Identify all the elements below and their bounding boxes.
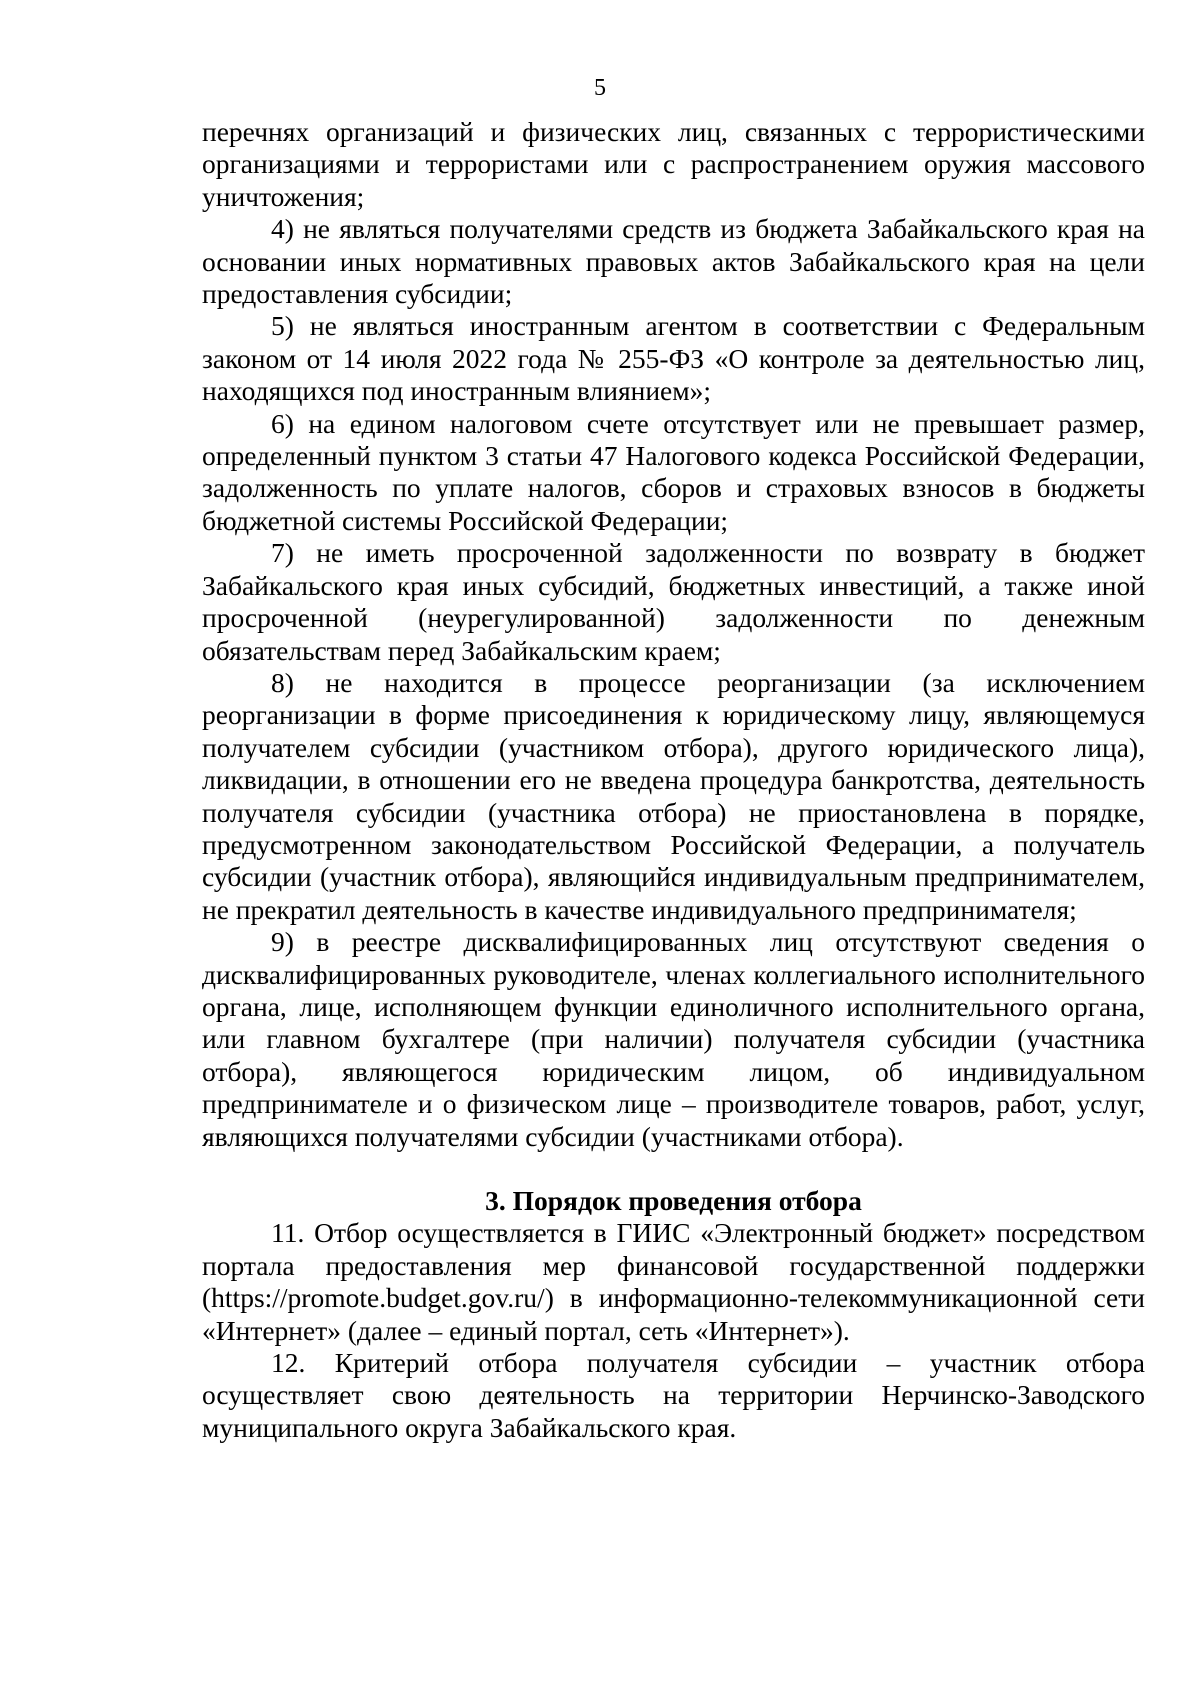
paragraph-clause-12: 12. Критерий отбора получателя субсидии – участник отбора осуществляет свою деятельность на территории Нерчинско-Заводского муниципального округа Забайкальского края. [202,1347,1145,1443]
document-body [202,116,1145,1444]
paragraph-continuation: перечнях организаций и физических лиц, связанных с террористическими организациями и террористами или с распространением оружия массового уничтожения; [202,116,1145,212]
paragraph-item-8: 8) не находится в процессе реорганизации (за исключением реорганизации в форме присоединения к юридическому лицу, являющемуся получателем субсидии (участником отбора), другого юридического лица), ликвидации, в отношении его не введена процедура банкротства, деятельность получателя субсидии (участника отбора) не приостановлена в порядке, предусмотренном законодательством Российской Федерации, а получатель субсидии (участник отбора), являющийся индивидуальным предпринимателем, не прекратил деятельность в качестве индивидуального предпринимателя; [202,666,1145,925]
paragraph-item-7: 7) не иметь просроченной задолженности по возврату в бюджет Забайкальского края иных субсидий, бюджетных инвестиций, а также иной просроченной (неурегулированной) задолженности по денежным обязательствам перед Забайкальским краем; [202,537,1145,666]
section-heading: 3. Порядок проведения отбора [485,1185,862,1216]
paragraph-clause-11: 11. Отбор осуществляется в ГИИС «Электронный бюджет» посредством портала предоставления мер финансовой государственной поддержки (https://promote.budget.gov.ru/) в информационно-телекоммуникационной сети «Интернет» (далее – единый портал, сеть «Интернет»). [202,1217,1145,1346]
paragraph-item-6: 6) на едином налоговом счете отсутствует или не превышает размер, определенный пунктом 3 статьи 47 Налогового кодекса Российской Федерации, задолженность по уплате налогов, сборов и страховых взносов в бюджеты бюджетной системы Российской Федерации; [202,407,1145,536]
paragraph-item-9: 9) в реестре дисквалифицированных лиц отсутствуют сведения о дисквалифицированных руководителе, членах коллегиального исполнительного органа, лице, исполняющем функции единоличного исполнительного органа, или главном бухгалтере (при наличии) получателя субсидии (участника отбора), являющегося юридическим лицом, об индивидуальном предпринимателе и о физическом лице – производителе товаров, работ, услуг, являющихся получателями субсидии (участниками отбора). [202,926,1145,1152]
page-number: 5 [594,75,606,101]
paragraph-item-5: 5) не являться иностранным агентом в соответствии с Федеральным законом от 14 июля 2022 года № 255-ФЗ «О контроле за деятельностью лиц, находящихся под иностранным влиянием»; [202,310,1145,407]
paragraph-item-4: 4) не являться получателями средств из бюджета Забайкальского края на основании иных нормативных правовых актов Забайкальского края на цели предоставления субсидии; [202,213,1145,310]
